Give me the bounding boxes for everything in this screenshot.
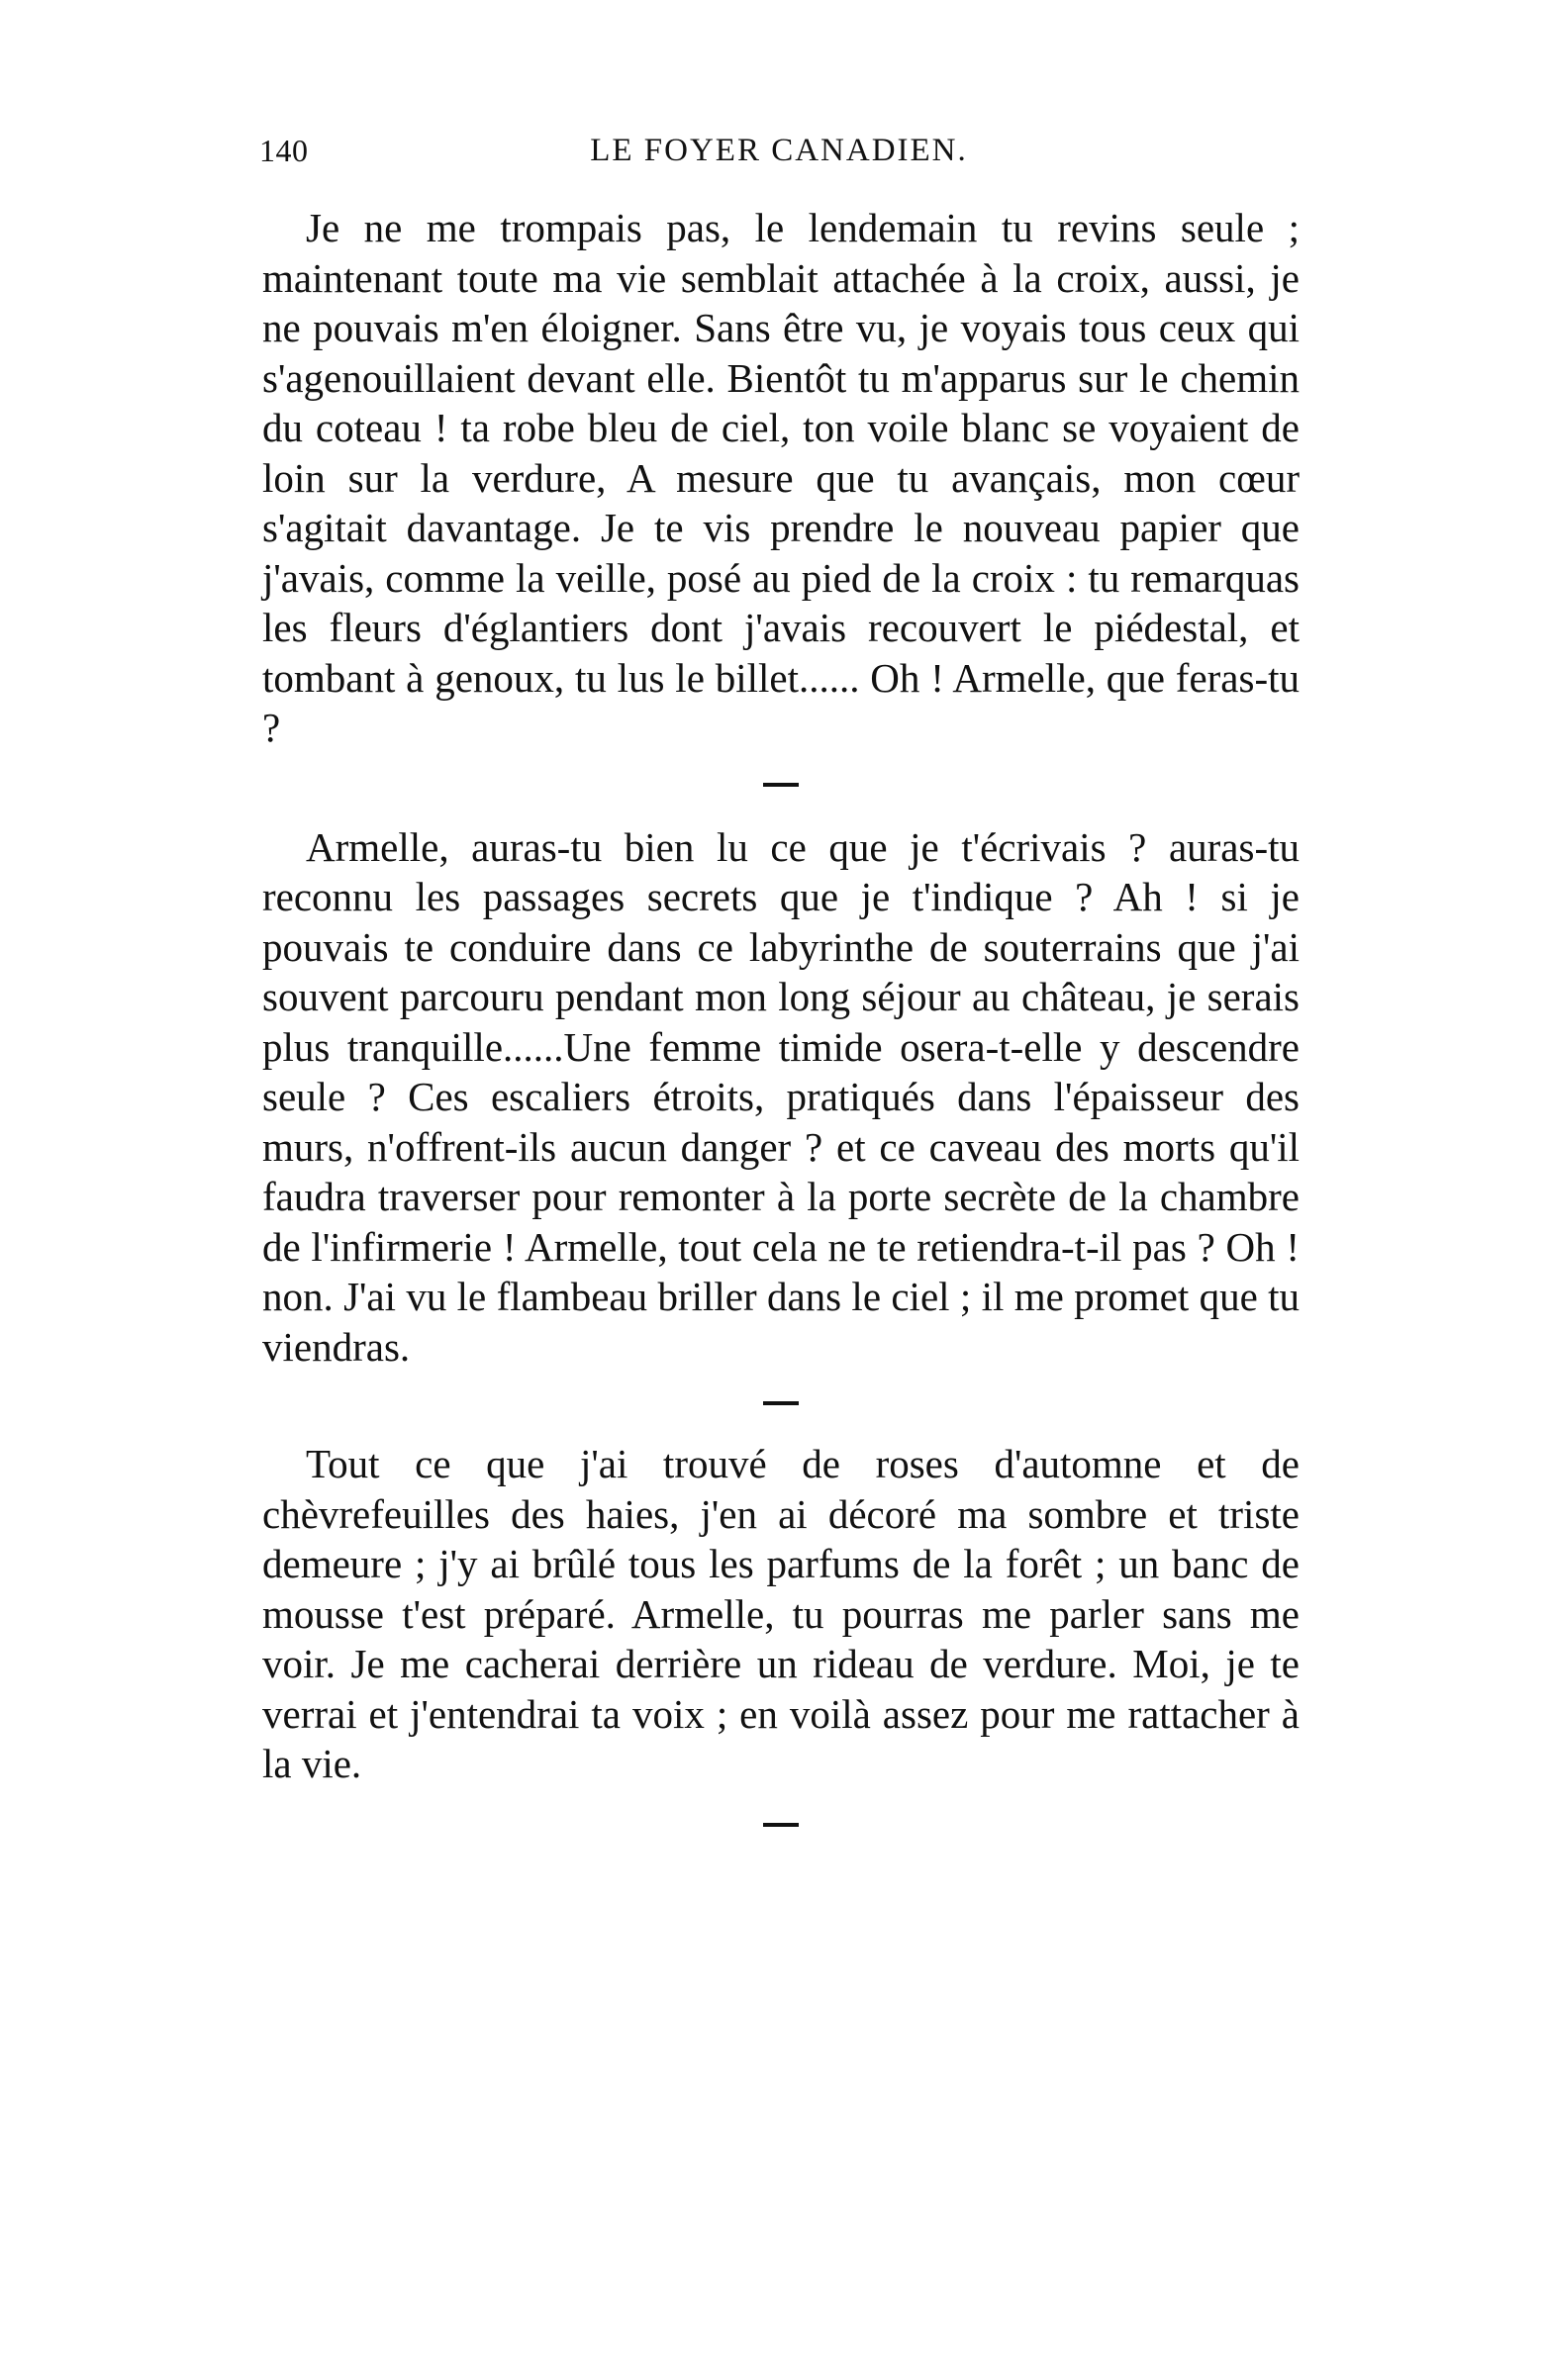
page-number: 140 xyxy=(259,133,309,168)
page-header xyxy=(259,133,1299,182)
running-title: LE FOYER CANADIEN. xyxy=(590,133,968,168)
paragraph-2: Armelle, auras-tu bien lu ce que je t'écrivais ? auras-tu reconnu les passages secrets que je t'indique ? Ah ! si je pouvais te conduire dans ce labyrinthe de souterrains que j'ai souvent parcouru pendant mon long séjour au château, je serais plus tranquille......Une femme timide osera-t-elle y descendre seule ? Ces escaliers étroits, pratiqués dans l'épaisseur des murs, n'offrent-ils aucun danger ? et ce caveau des morts qu'il faudra traverser pour remonter à la porte secrète de la chambre de l'infirmerie ! Armelle, tout cela ne te retiendra-t-il pas ? Oh ! non. J'ai vu le flambeau briller dans le ciel ; il me promet que tu viendras. xyxy=(262,823,1300,1370)
section-divider xyxy=(763,783,799,787)
body-text xyxy=(262,203,1300,1864)
section-divider xyxy=(763,1401,799,1405)
paragraph-3: Tout ce que j'ai trouvé de roses d'automne et de chèvrefeuilles des haies, j'en ai décoré ma sombre et triste demeure ; j'y ai brûlé tous les parfums de la forêt ; un banc de mousse t'est préparé. Armelle, tu pourras me parler sans me voir. Je me cacherai derrière un rideau de verdure. Moi, je te verrai et j'entendrai ta voix ; en voilà assez pour me rattacher à la vie. xyxy=(262,1441,1300,1786)
section-divider xyxy=(763,1823,799,1827)
paragraph-1: Je ne me trompais pas, le lendemain tu revins seule ; maintenant toute ma vie semblait attachée à la croix, aussi, je ne pouvais m'en éloigner. Sans être vu, je voyais tous ceux qui s'agenouillaient devant elle. Bientôt tu m'apparus sur le chemin du coteau ! ta robe bleu de ciel, ton voile blanc se voyaient de loin sur la verdure, A mesure que tu avançais, mon cœur s'agitait davantage. Je te vis prendre le nouveau papier que j'avais, comme la veille, posé au pied de la croix : tu remarquas les fleurs d'églantiers dont j'avais recouvert le piédestal, et tombant à genoux, tu lus le billet...... Oh ! Armelle, que feras-tu ? xyxy=(262,205,1300,750)
